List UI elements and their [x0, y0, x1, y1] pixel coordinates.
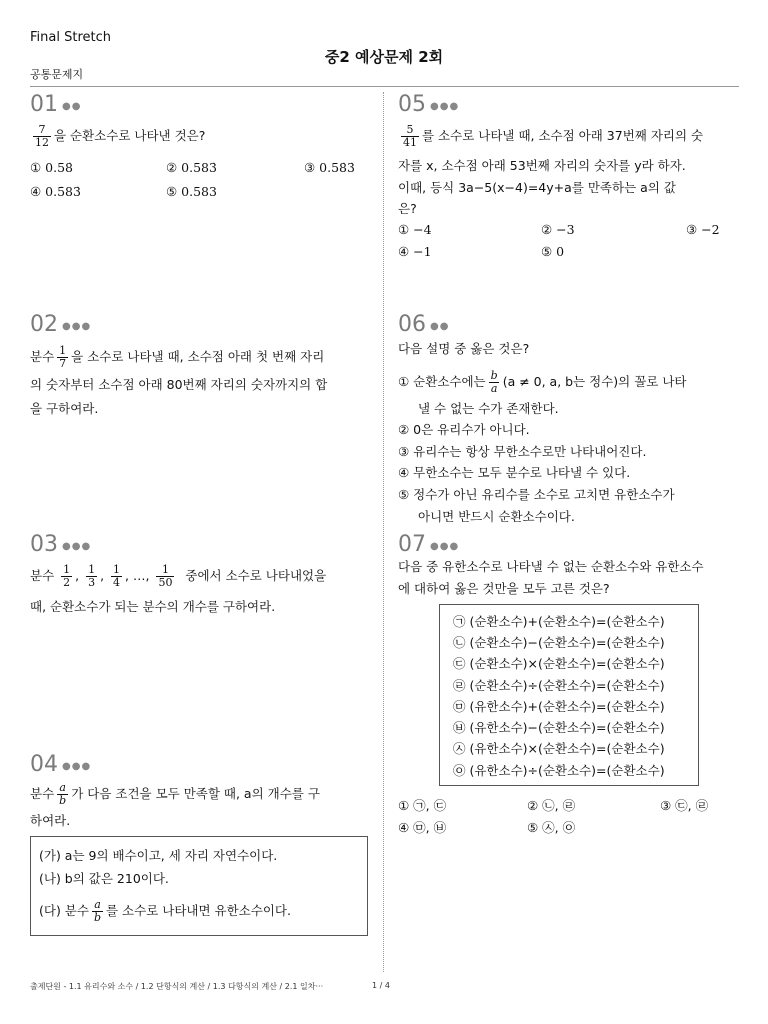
q1-choice-3[interactable]: ③ 0.58̇3̇ — [304, 160, 355, 175]
q4-condition-1: (가) a는 9의 배수이고, 세 자리 자연수이다. — [39, 848, 278, 863]
q5-fraction: $\frac{5}{41}$ — [403, 123, 417, 149]
question-number-7: 07 ●●● — [398, 532, 460, 557]
q7-line-1: 다음 중 유한소수로 나타낼 수 없는 순환소수와 유한소수 — [398, 559, 704, 574]
q3-fraction-1: $\frac{1}{2}$ — [63, 563, 71, 589]
question-number-2: 02 ●●● — [30, 312, 92, 337]
page-title: 중2 예상문제 2회 — [324, 48, 444, 66]
q5-choice-3[interactable]: ③ −2 — [686, 222, 720, 237]
q5-line-3: 이때, 등식 3a−5(x−4)=4y+a를 만족하는 a의 값 — [398, 180, 676, 195]
q2-line-1: 분수 $\frac{1}{7}$ 을 소수로 나타낼 때, 소수점 아래 첫 번째 자리 — [30, 344, 325, 370]
q2-line-3: 을 구하여라. — [30, 401, 99, 416]
column-divider — [383, 92, 384, 972]
footer-units: 출제단원 - 1.1 유리수와 소수 / 1.2 단항식의 계산 / 1.3 다항식의 계산 / 2.1 일차··· — [30, 982, 324, 991]
q7-item-7: ㉦ (유한소수)×(순환소수)=(순환소수) — [453, 741, 665, 756]
q7-choice-1[interactable]: ① ㉠, ㉢ — [398, 798, 447, 813]
q7-item-box — [439, 604, 699, 786]
q6-choice-1-cont: 낼 수 없는 수가 존재한다. — [418, 401, 559, 416]
q6-choice-2[interactable]: ② 0은 유리수가 아니다. — [398, 422, 530, 437]
q7-choice-2[interactable]: ② ㉡, ㉣ — [527, 798, 576, 813]
q3-line-2: 때, 순환소수가 되는 분수의 개수를 구하여라. — [30, 599, 276, 614]
q7-item-1: ㉠ (순환소수)+(순환소수)=(순환소수) — [453, 614, 665, 629]
q5-choice-1[interactable]: ① −4 — [398, 222, 432, 237]
question-number-1: 01 ●● — [30, 92, 82, 117]
q1-choice-2[interactable]: ② 0.583̇ — [166, 160, 217, 175]
q4-fraction: $\frac{a}{b}$ — [59, 781, 67, 807]
q1-choice-4[interactable]: ④ 0.5̇83̇ — [30, 184, 81, 199]
q5-line-2: 자를 x, 소수점 아래 53번째 자리의 숫자를 y라 하자. — [398, 158, 686, 173]
q4-condition-2: (나) b의 값은 210이다. — [39, 871, 169, 886]
question-number-6: 06 ●● — [398, 312, 450, 337]
q3-fraction-2: $\frac{1}{3}$ — [88, 563, 96, 589]
q4-condition-fraction: $\frac{a}{b}$ — [93, 898, 101, 924]
q7-item-2: ㉡ (순환소수)−(순환소수)=(순환소수) — [453, 635, 665, 650]
q7-line-2: 에 대하여 옳은 것만을 모두 고른 것은? — [398, 581, 610, 596]
q5-line-1: $\frac{5}{41}$ 를 소수로 나타낼 때, 소수점 아래 37번째 자리의 숫 — [403, 123, 704, 149]
header-rule — [30, 86, 739, 87]
q4-condition-box — [30, 836, 368, 936]
q5-choice-2[interactable]: ② −3 — [541, 222, 575, 237]
q4-line-1: 분수 $\frac{a}{b}$ 가 다음 조건을 모두 만족할 때, a의 개수를 구 — [30, 781, 320, 807]
q6-choice-1[interactable]: ① 순환소수에는 $\frac{b}{a}$ (a ≠ 0, a, b는 정수)의 꼴로 나타 — [398, 369, 687, 395]
q7-item-8: ㉧ (유한소수)÷(순환소수)=(순환소수) — [453, 763, 665, 778]
q5-line-4: 은? — [398, 201, 417, 216]
q4-line-2: 하여라. — [30, 813, 71, 828]
q7-item-4: ㉣ (순환소수)÷(순환소수)=(순환소수) — [453, 678, 665, 693]
q6-choice-5[interactable]: ⑤ 정수가 아닌 유리수를 소수로 고치면 유한소수가 — [398, 487, 675, 502]
q1-fraction: $\frac{7}{12}$ — [35, 123, 49, 149]
q1-stem: $\frac{7}{12}$ 을 순환소수로 나타낸 것은? — [35, 123, 206, 149]
question-number-4: 04 ●●● — [30, 752, 92, 777]
header-subtitle: 공통문제지 — [30, 68, 84, 81]
q7-item-3: ㉢ (순환소수)×(순환소수)=(순환소수) — [453, 656, 665, 671]
q6-choice-3[interactable]: ③ 유리수는 항상 무한소수로만 나타내어진다. — [398, 444, 647, 459]
q7-choice-4[interactable]: ④ ㉤, ㉥ — [398, 820, 447, 835]
q6-stem: 다음 설명 중 옳은 것은? — [398, 341, 530, 356]
q3-fraction-4: $\frac{1}{50}$ — [158, 563, 173, 589]
q6-choice-5-cont: 아니면 반드시 순환소수이다. — [418, 509, 575, 524]
q7-item-6: ㉥ (유한소수)−(순환소수)=(순환소수) — [453, 720, 665, 735]
q4-condition-3: (다) 분수 $\frac{a}{b}$ 를 소수로 나타내면 유한소수이다. — [39, 898, 291, 924]
question-number-5: 05 ●●● — [398, 92, 460, 117]
q7-choice-3[interactable]: ③ ㉢, ㉣ — [660, 798, 709, 813]
question-number-3: 03 ●●● — [30, 532, 92, 557]
q5-choice-5[interactable]: ⑤ 0 — [541, 244, 565, 259]
q5-choice-4[interactable]: ④ −1 — [398, 244, 432, 259]
page-number: 1 / 4 — [372, 981, 390, 990]
q2-line-2: 의 숫자부터 소수점 아래 80번째 자리의 숫자까지의 합 — [30, 377, 328, 392]
q1-choice-1[interactable]: ① 0.58̇ — [30, 160, 74, 175]
q1-choice-5[interactable]: ⑤ 0.583 — [166, 184, 217, 199]
q6-choice-4[interactable]: ④ 무한소수는 모두 분수로 나타낼 수 있다. — [398, 465, 631, 480]
header-brand: Final Stretch — [30, 30, 111, 45]
q7-item-5: ㉤ (유한소수)+(순환소수)=(순환소수) — [453, 699, 665, 714]
q2-fraction: $\frac{1}{7}$ — [59, 344, 67, 370]
q3-line-1: 분수 $\frac{1}{2}$ , $\frac{1}{3}$ , $\frac{1}{4}$ , …, $\frac{1}{50}$ 중에서 소수로 나타내었을 — [30, 563, 327, 589]
q7-choice-5[interactable]: ⑤ ㉦, ㉧ — [527, 820, 576, 835]
q6-fraction: $\frac{b}{a}$ — [490, 369, 498, 395]
q3-fraction-3: $\frac{1}{4}$ — [113, 563, 121, 589]
